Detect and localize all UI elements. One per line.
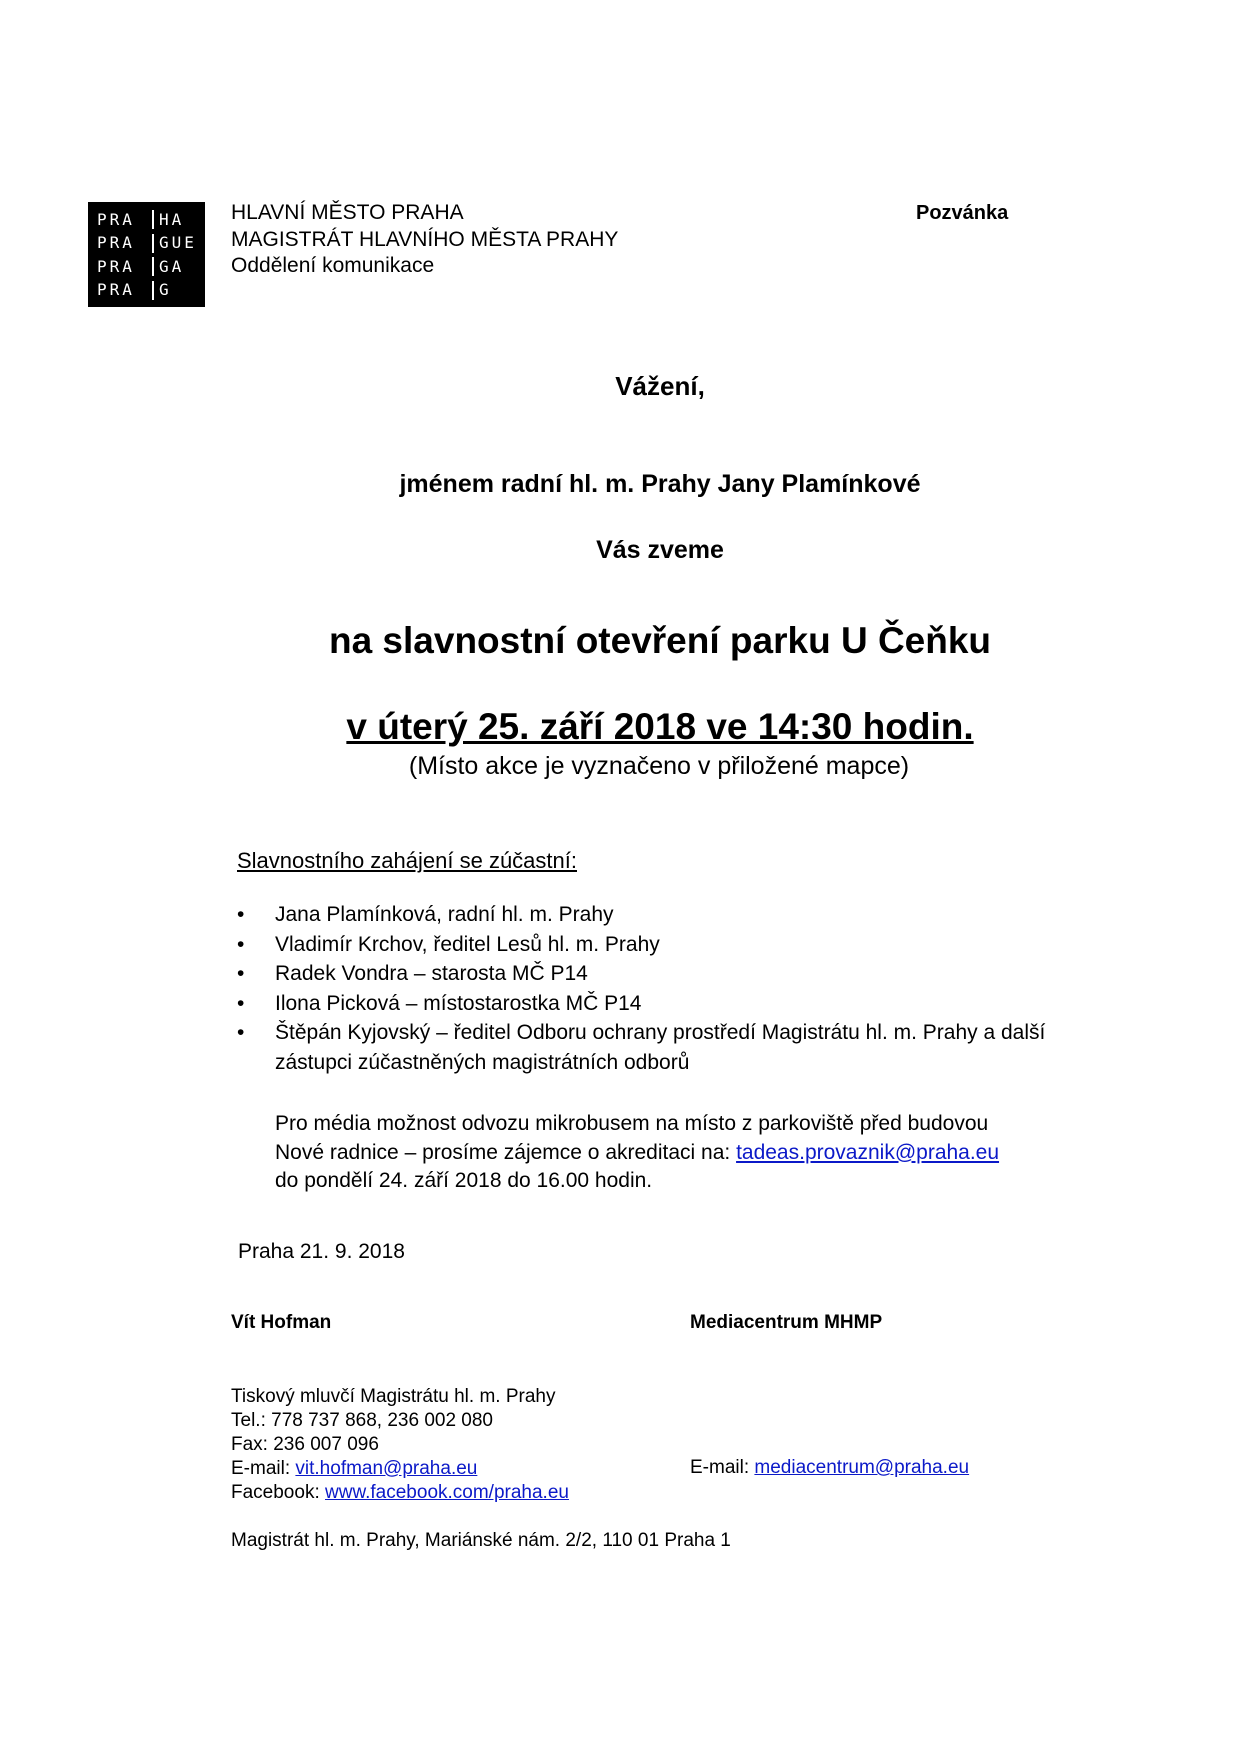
praha-logo (88, 202, 205, 307)
logo-row (97, 232, 205, 256)
logo-row (97, 255, 205, 279)
fax-line: Fax: 236 007 096 (231, 1434, 379, 1455)
list-item (237, 1018, 1115, 1077)
logo-text-left: PRA (97, 257, 154, 276)
participant-name: Radek Vondra – starosta MČ P14 (275, 962, 588, 985)
facebook-label: Facebook: (231, 1482, 325, 1503)
media-note-line: Pro média možnost odvozu mikrobusem na místo z parkoviště před budovou (275, 1112, 989, 1135)
email-link[interactable]: vit.hofman@praha.eu (295, 1458, 478, 1479)
event-date: v úterý 25. září 2018 ve 14:30 hodin. (346, 706, 974, 747)
list-item (237, 900, 1115, 930)
bullet: • (237, 991, 245, 1015)
logo-text-right: GUE (159, 233, 197, 253)
participant-name: Štěpán Kyjovský – ředitel Odboru ochrany prostředí Magistrátu hl. m. Prahy a další zástupci zúčastněných magistrátních odborů (275, 1021, 1046, 1074)
on-behalf-line: jménem radní hl. m. Prahy Jany Plamínkové (399, 470, 921, 498)
contact-block (231, 1385, 569, 1505)
logo-text-right: GA (159, 256, 185, 276)
participant-name: Vladimír Krchov, ředitel Lesů hl. m. Prahy (275, 932, 660, 956)
participants-list (237, 900, 1115, 1077)
participant-name: Jana Plamínková, radní hl. m. Prahy (275, 903, 614, 926)
logo-text-right: G (159, 280, 172, 300)
org-department: Oddělení komunikace (231, 254, 435, 277)
bullet: • (237, 1021, 245, 1044)
media-note-line (275, 1139, 1095, 1168)
invite-line: Vás zveme (596, 536, 724, 564)
media-note (275, 1110, 1095, 1196)
facebook-line (231, 1481, 569, 1505)
logo-row (97, 279, 205, 303)
bullet: • (237, 932, 245, 956)
signatory-name: Vít Hofman (231, 1312, 332, 1333)
logo-text-right: HA (159, 209, 185, 229)
participant-name: Ilona Picková – místostarostka MČ P14 (275, 991, 642, 1015)
greeting: Vážení, (615, 371, 705, 401)
location-note: (Místo akce je vyznačeno v přiložené mapce) (408, 752, 910, 780)
list-item (237, 930, 1115, 960)
email-label: E-mail: (231, 1458, 296, 1479)
signatory-role: Tiskový mluvčí Magistrátu hl. m. Prahy (231, 1386, 556, 1407)
logo-row (97, 208, 205, 232)
org-name: HLAVNÍ MĚSTO PRAHA (231, 201, 464, 224)
bullet: • (237, 903, 245, 926)
accreditation-email-link[interactable]: tadeas.provaznik@praha.eu (736, 1140, 1000, 1164)
bullet: • (237, 962, 245, 985)
org-magistrate: MAGISTRÁT HLAVNÍHO MĚSTA PRAHY (231, 227, 619, 251)
logo-text-left: PRA (97, 281, 154, 300)
logo-text-left: PRA (97, 210, 154, 229)
list-item (237, 959, 1115, 989)
date-place: Praha 21. 9. 2018 (238, 1240, 405, 1263)
media-note-line: do pondělí 24. září 2018 do 16.00 hodin. (275, 1169, 653, 1192)
email-line (231, 1457, 569, 1481)
mediacentrum-email-link[interactable]: mediacentrum@praha.eu (754, 1457, 970, 1478)
mediacentrum-email-line (690, 1457, 969, 1479)
participants-heading: Slavnostního zahájení se zúčastní: (237, 848, 577, 873)
phone-line: Tel.: 778 737 868, 236 002 080 (231, 1410, 494, 1431)
document-type: Pozvánka (916, 202, 1009, 224)
facebook-link[interactable]: www.facebook.com/praha.eu (325, 1482, 569, 1503)
list-item (237, 989, 1115, 1019)
email-label: E-mail: (690, 1457, 755, 1478)
media-note-text: Nové radnice – prosíme zájemce o akreditaci na: (275, 1140, 737, 1164)
logo-text-left: PRA (97, 234, 154, 253)
organization-block (231, 200, 618, 280)
address: Magistrát hl. m. Prahy, Mariánské nám. 2/2, 110 01 Praha 1 (231, 1530, 731, 1551)
mediacentrum-name: Mediacentrum MHMP (690, 1312, 883, 1333)
event-title: na slavnostní otevření parku U Čeňku (328, 620, 992, 661)
